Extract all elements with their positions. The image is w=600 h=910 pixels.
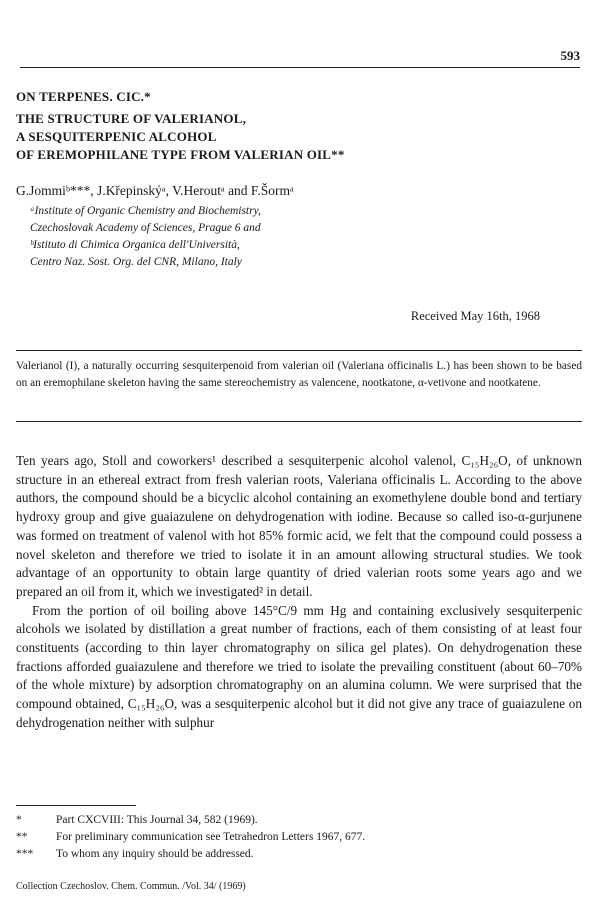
received-date: Received May 16th, 1968 [410,309,540,323]
affiliations [30,203,570,271]
affiliation-line: Czechoslovak Academy of Sciences, Prague 6 and [30,222,261,234]
paragraph: From the portion of oil boiling above 145°C/9 mm Hg and containing exclusively sesquiterpenic alcohols we isolated by distillation a great number of fractions, each of them consisting of at least four constituents (according to thin layer chromatography on silica gel plates). On dehydrogenation these fractions afforded guaiazulene and therefore we tried to isolate the prevailing constituent (about 60–70% of the whole mixture) by adsorption chromatography on an alumina column. We were surprised that the compound obtained, C₁₅H₂₆O, was a sesquiterpenic alcohol but it did not give any trace of guaiazulene on dehydrogenation neither with sulphur [16,602,582,730]
header-rule [20,67,580,68]
footnote-text: To whom any inquiry should be addressed. [56,848,254,860]
footnotes [16,812,576,863]
affiliation-line: Centro Naz. Sost. Org. del CNR, Milano, Italy [30,256,242,268]
title-line-1: THE STRUCTURE OF VALERIANOL, [16,111,247,126]
footnote-text: For preliminary communication see Tetrahedron Letters 1967, 677. [56,831,366,843]
footnote-rule [16,805,136,806]
series-title: ON TERPENES. CIC.* [16,89,151,104]
footnote-mark: ** [16,831,28,843]
paragraph: Ten years ago, Stoll and coworkers¹ described a sesquiterpenic alcohol valenol, C₁₅H₂₆O, of unknown structure in an ethereal extract from fresh valerian roots, Valeriana officinalis L. According to the above authors, the compound should be a bicyclic alcohol containing an exomethylene double bond and tertiary hydroxy group and give guaiazulene on dehydrogenation with iodine. Because so called iso-α-gurjunene was formed on treatment of valenol with hot 85% formic acid, we felt that the compound could possess a novel skeleton and therefore we tried to isolate it in an amount allowing structural studies. We took advantage of an opportunity to obtain large quantity of dried valerian roots some years ago and we prepared an oil from it, which we investigated² in detail. [16,453,582,599]
footnote [16,829,576,846]
article-title [16,88,576,164]
page-number: 593 [560,48,580,63]
footnote-mark: * [16,814,22,826]
body-text [16,452,582,733]
abstract-rule-top [16,350,582,351]
footnote [16,812,576,829]
affiliation-line: ᵇIstituto di Chimica Organica dell'Università, [30,239,240,251]
title-line-2: A SESQUITERPENIC ALCOHOL [16,129,217,144]
title-line-3: OF EREMOPHILANE TYPE FROM VALERIAN OIL** [16,147,345,162]
authors: G.Jommiᵇ***, J.Křepinskýᵃ, V.Heroutᵃ and F.Šormᵃ [16,183,294,198]
footnote-text: Part CXCVIII: This Journal 34, 582 (1969). [56,814,258,826]
footnote-mark: *** [16,848,34,860]
journal-footer: Collection Czechoslov. Chem. Commun. /Vol. 34/ (1969) [16,881,246,892]
abstract: Valerianol (I), a naturally occurring sesquiterpenoid from valerian oil (Valeriana officinalis L.) has been shown to be based on an eremophilane skeleton having the same stereochemistry as valencene, nootkatone, α-vetivone and nootkatene. [16,360,582,389]
affiliation-line: ᵃInstitute of Organic Chemistry and Biochemistry, [30,205,261,217]
abstract-rule-bottom [16,421,582,422]
footnote [16,846,576,863]
